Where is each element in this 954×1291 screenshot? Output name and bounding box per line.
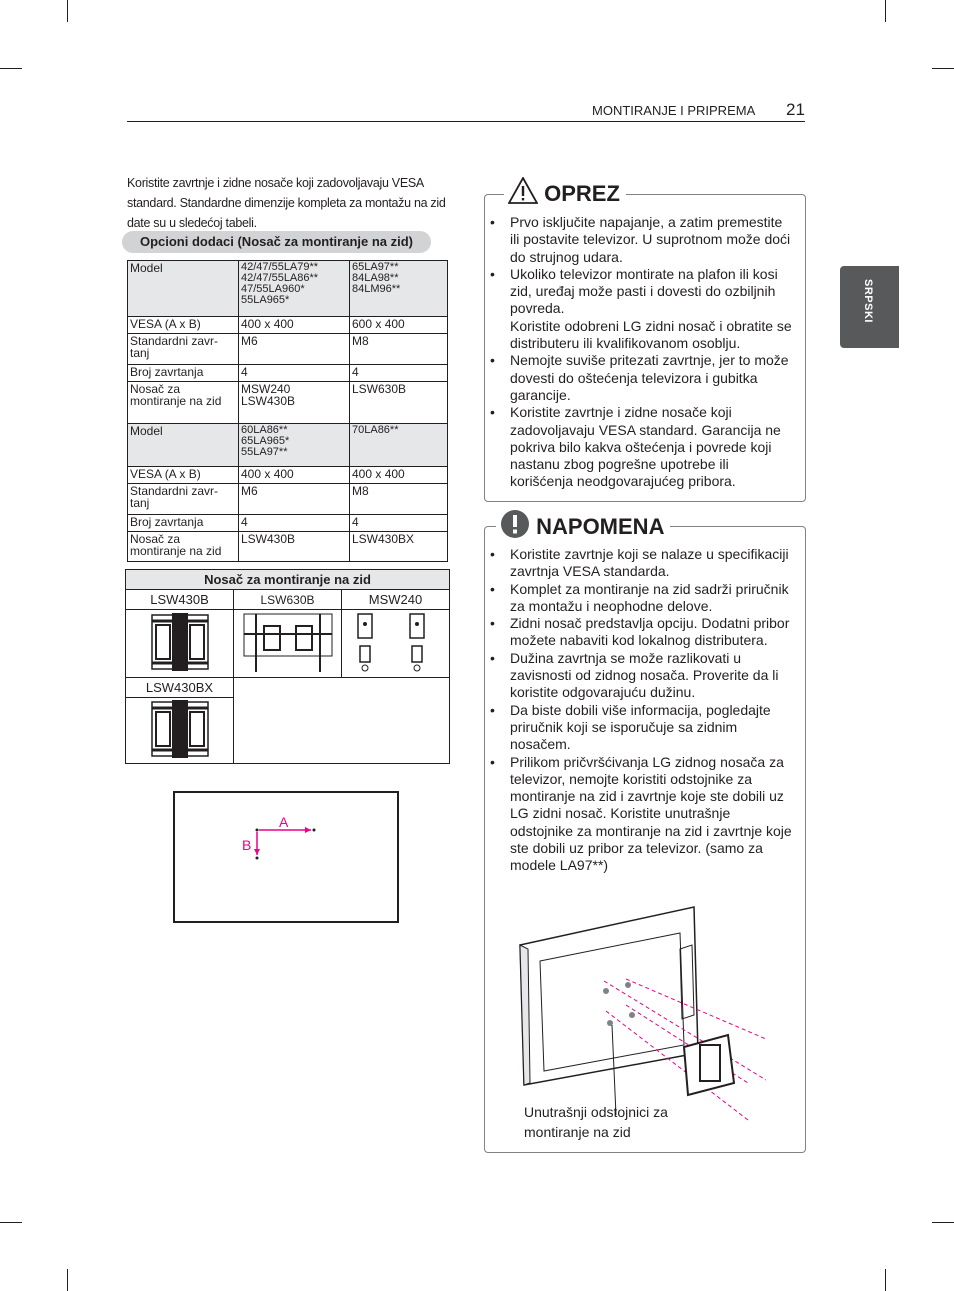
spec-cell: M6 [239,334,350,365]
header-divider [127,121,805,122]
mount-table-title: Nosač za montiranje na zid [126,570,450,590]
msw240-bracket-icon [346,610,446,674]
spec-cell: Broj zavrtanja [128,365,239,382]
spec-cell: 4 [350,365,448,382]
spec-cell: Model [128,261,239,317]
vesa-label-a: A [279,814,289,830]
vesa-label-b: B [242,837,252,853]
vesa-arrows-icon [175,793,397,921]
spec-cell: LSW630B [350,382,448,424]
spec-cell: VESA (A x B) [128,317,239,334]
spec-cell: 70LA86** [350,424,448,467]
spec-cell: 400 x 400 [239,317,350,334]
list-item: • Koristite zavrtnje i zidne nosače koji zadovoljavaju VESA standard. Garancija ne pokriva bilo kakva oštećenja i povrede koji nastanu zbog pogrešne upotrebe ili korišćenja neodgovarajućeg pribora. [484,404,792,490]
crop-mark [885,1269,886,1291]
spec-cell: M8 [350,334,448,365]
spec-cell: M6 [239,484,350,515]
spec-cell: 600 x 400 [350,317,448,334]
bracket-image [126,698,234,764]
crop-mark [885,0,886,22]
spec-cell: Standardni zavr- tanj [128,334,239,365]
vesa-diagram [173,791,399,923]
crop-mark [932,1222,954,1223]
crop-mark [0,1222,22,1223]
accessories-heading: Opcioni dodaci (Nosač za montiranje na zid) [122,231,431,253]
list-item: • Ukoliko televizor montirate na plafon ili kosi zid, uređaj može pasti i dovesti do ozbiljnih povreda. Koristite odobreni LG zidni nosač i obratite se distributeru ili kvalifikovanom osoblju. [484,266,792,352]
intro-paragraph: Koristite zavrtnje i zidne nosače koji zadovoljavaju VESA standard. Standardne dimenzije kompleta za montažu na zid date su u sledećoj tabeli. [127,176,446,230]
spec-cell: 60LA86** 65LA965* 55LA97** [239,424,350,467]
lsw430b-bracket-icon [148,611,212,673]
bracket-image [234,610,342,678]
mount-name: LSW430BX [126,678,234,698]
spec-cell: 4 [350,515,448,532]
language-tab-label: SRPSKI [862,279,874,323]
page-number: 21 [786,100,805,119]
spec-cell: Standardni zavr- tanj [128,484,239,515]
spec-cell: Nosač za montiranje na zid [128,382,239,424]
list-item: • Prvo isključite napajanje, a zatim premestite ili postavite televizor. U suprotnom može doći do strujnog udara. [484,214,792,266]
list-item: • Komplet za montiranje na zid sadrži priručnik za montažu i neophodne delove. [484,581,796,616]
list-item: • Prilikom pričvršćivanja LG zidnog nosača za televizor, nemojte koristiti odstojnike za montiranje na zid i zavrtnje koje ste dobili uz LG zidni nosač. Koristite unutrašnje odstojnike za montiranje na zid i zavrtnje koje ste dobili uz pribor za televizor. (samo za modele LA97**) [484,754,796,875]
warning-triangle-icon [508,177,538,204]
tv-mount-illustration [516,905,772,1125]
list-item: • Da biste dobili više informacija, pogledajte priručnik koji se isporučuje sa zidnim nosačem. [484,702,796,754]
crop-mark [67,1269,68,1291]
mount-name: LSW430B [126,590,234,610]
mount-name: LSW630B [234,590,342,610]
empty-cell [234,678,450,764]
list-item: • Zidni nosač predstavlja opciju. Dodatni pribor možete nabaviti kod lokalnog distributera. [484,615,796,650]
note-title [496,509,670,540]
spec-cell: 42/47/55LA79** 42/47/55LA86** 47/55LA960* 55LA965* [239,261,350,317]
lsw430bx-bracket-icon [148,698,212,760]
spec-cell: 4 [239,515,350,532]
spec-cell: 400 x 400 [350,467,448,484]
spec-cell: 4 [239,365,350,382]
crop-mark [932,68,954,69]
spec-cell: Nosač za montiranje na zid [128,532,239,562]
crop-mark [67,0,68,22]
spec-cell: M8 [350,484,448,515]
list-item: • Nemojte suviše pritezati zavrtnje, jer to može dovesti do oštećenja televizora i gubitka garancije. [484,352,792,404]
spec-cell: 400 x 400 [239,467,350,484]
bracket-image [126,610,234,678]
lsw630b-bracket-icon [242,610,334,674]
bracket-image [342,610,450,678]
mount-table [125,569,450,764]
section-title: MONTIRANJE I PRIPREMA [592,103,756,118]
spec-cell: Model [128,424,239,467]
spec-table [127,260,448,562]
caution-title [504,177,626,207]
spec-cell: MSW240 LSW430B [239,382,350,424]
exclamation-circle-icon [500,509,530,539]
list-item: • Dužina zavrtnja se može razlikovati u zavisnosti od zidnog nosača. Proverite da li koristite odgovarajuću dužinu. [484,650,796,702]
note-list [484,546,796,875]
spec-cell: 65LA97** 84LA98** 84LM96** [350,261,448,317]
list-item: • Koristite zavrtnje koji se nalaze u specifikaciji zavrtnja VESA standarda. [484,546,796,581]
note-title-text: NAPOMENA [536,514,665,539]
language-tab [840,266,899,348]
spec-cell: Broj zavrtanja [128,515,239,532]
spec-cell: LSW430B [239,532,350,562]
caution-title-text: OPREZ [544,181,620,206]
mount-name: MSW240 [342,590,450,610]
figure-caption: Unutrašnji odstojnici za montiranje na zid [524,1104,668,1140]
spec-cell: VESA (A x B) [128,467,239,484]
caution-list [484,214,792,491]
spec-cell: LSW430BX [350,532,448,562]
crop-mark [0,68,22,69]
